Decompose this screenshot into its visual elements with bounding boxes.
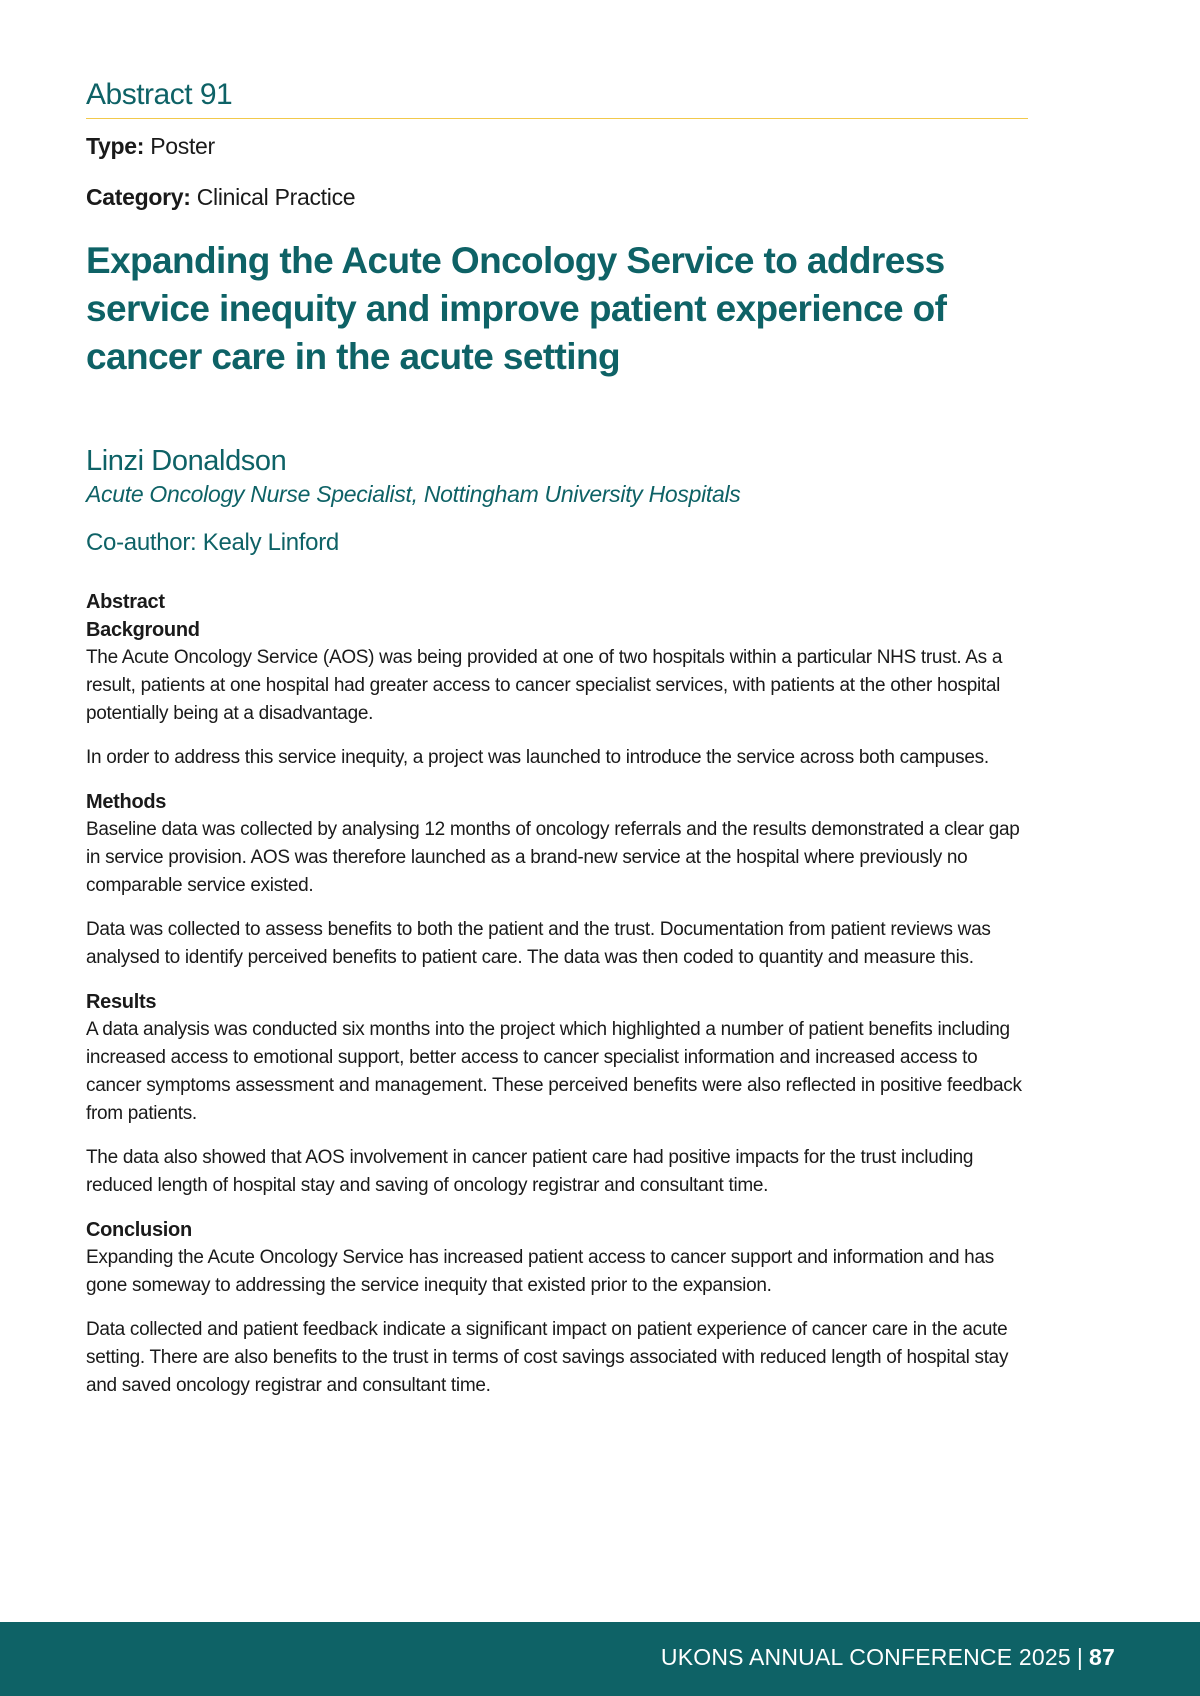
page-number: 87 xyxy=(1089,1644,1115,1670)
section-results xyxy=(86,988,1028,1200)
type-label: Type: xyxy=(86,133,145,159)
abstract-number: Abstract 91 xyxy=(86,78,1028,119)
category-line xyxy=(86,184,1028,211)
paragraph: The Acute Oncology Service (AOS) was being provided at one of two hospitals within a particular NHS trust. As a result, patients at one hospital had greater access to cancer specialist services, with patients at the other hospital potentially being at a disadvantage. xyxy=(86,647,1003,724)
footer-separator: | xyxy=(1076,1644,1084,1670)
paragraph: Data was collected to assess benefits to both the patient and the trust. Documentation from patient reviews was analysed to identify perceived benefits to patient care. The data was then coded to quantity and measure this. xyxy=(86,919,991,968)
abstract-heading: Abstract xyxy=(86,591,165,613)
type-value: Poster xyxy=(150,133,215,159)
category-value: Clinical Practice xyxy=(196,184,356,210)
section-conclusion xyxy=(86,1216,1028,1400)
section-heading: Methods xyxy=(86,791,167,813)
paragraph: Baseline data was collected by analysing 12 months of oncology referrals and the results demonstrated a clear gap in service provision. AOS was therefore launched as a brand-new service at the hospital where previously no comparable service existed. xyxy=(86,819,1020,896)
page-footer xyxy=(0,1622,1200,1696)
coauthor: Co-author: Kealy Linford xyxy=(86,529,339,556)
paragraph: The data also showed that AOS involvement in cancer patient care had positive impacts for the trust including reduced length of hospital stay and saving of oncology registrar and consultant time. xyxy=(86,1147,974,1196)
author-name: Linzi Donaldson xyxy=(86,445,287,477)
conference-name: UKONS ANNUAL CONFERENCE 2025 xyxy=(660,1644,1071,1670)
paragraph: Expanding the Acute Oncology Service has increased patient access to cancer support and information and has gone someway to addressing the service inequity that existed prior to the expansion. xyxy=(86,1247,994,1296)
section-methods xyxy=(86,788,1028,972)
footer-text xyxy=(661,1644,1115,1671)
paragraph: Data collected and patient feedback indicate a significant impact on patient experience of cancer care in the acute setting. There are also benefits to the trust in terms of cost savings associated with reduced length of hospital stay and saved oncology registrar and consultant time. xyxy=(86,1319,1009,1396)
paragraph: A data analysis was conducted six months into the project which highlighted a number of patient benefits including increased access to emotional support, better access to cancer specialist information and increased access to cancer symptoms assessment and management. These perceived benefits were also reflected in positive feedback from patients. xyxy=(86,1019,1022,1124)
paragraph: In order to address this service inequity, a project was launched to introduce the service across both campuses. xyxy=(86,747,989,768)
section-heading: Conclusion xyxy=(86,1219,192,1241)
section-heading: Background xyxy=(86,619,200,641)
section-heading: Results xyxy=(86,991,157,1013)
category-label: Category: xyxy=(86,184,191,210)
abstract-title: Expanding the Acute Oncology Service to address service inequity and improve patient experience of cancer care in the acute setting xyxy=(86,240,947,377)
abstract-page xyxy=(86,78,1028,1400)
section-background xyxy=(86,616,1028,772)
type-line xyxy=(86,133,1028,160)
author-affiliation: Acute Oncology Nurse Specialist, Nottingham University Hospitals xyxy=(86,481,741,507)
